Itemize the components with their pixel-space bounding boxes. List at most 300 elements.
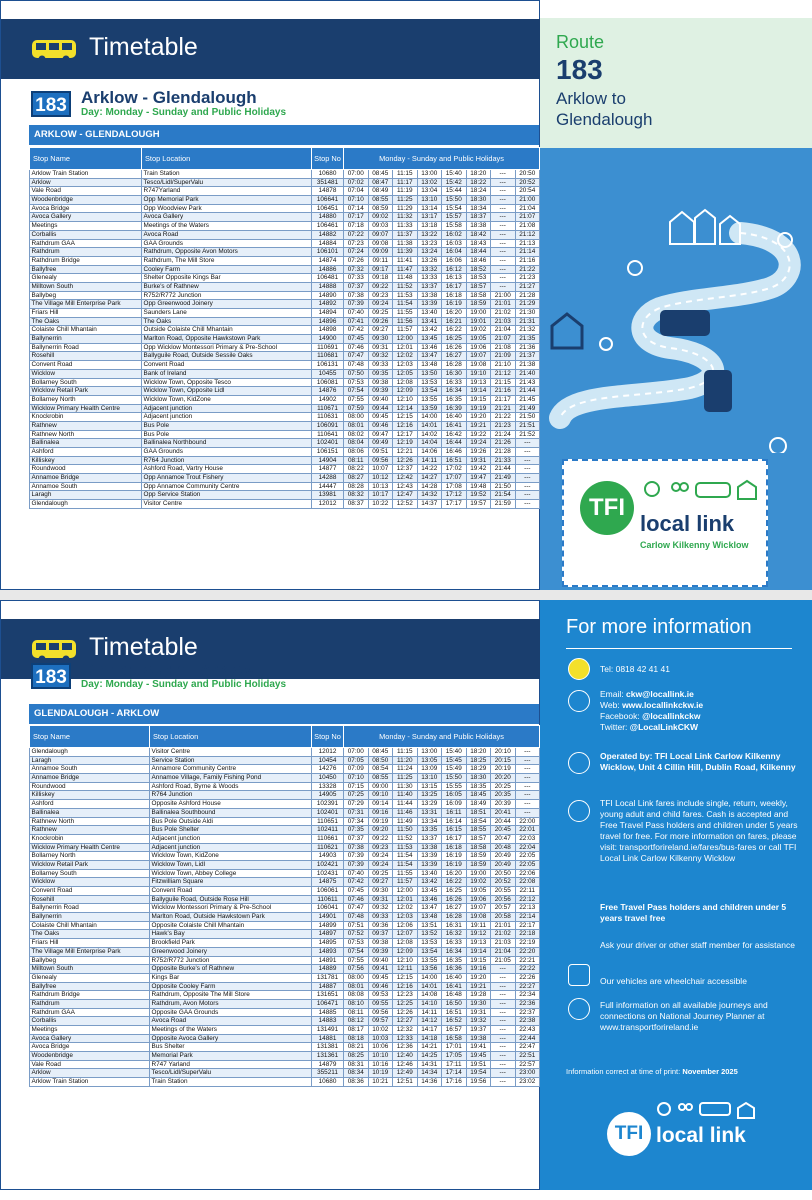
departure-time-cell: 16:35 — [442, 395, 467, 404]
local-link-icons — [642, 479, 762, 503]
stop-location-cell: Ashford Road, Byrne & Woods — [150, 782, 312, 791]
departure-time-cell: 20:44 — [491, 817, 516, 826]
departure-time-cell: 17:07 — [442, 474, 467, 483]
departure-time-cell: 13:52 — [417, 930, 442, 939]
stop-location-cell: Opp Memorial Park — [142, 196, 312, 205]
departure-time-cell: 16:22 — [442, 878, 467, 887]
table-row — [30, 178, 540, 187]
departure-time-cell: 11:57 — [393, 326, 418, 335]
departure-time-cell: 20:55 — [491, 887, 516, 896]
stop-number-cell: 106481 — [312, 274, 344, 283]
departure-time-cell: 21:01 — [491, 300, 516, 309]
departure-time-cell: 16:19 — [442, 300, 467, 309]
departure-time-cell: 09:40 — [368, 395, 393, 404]
journey-planner-text: Full information on all available journeys and connections on National Journey Planner at www.transportforireland.ie — [600, 1000, 768, 1032]
stop-number-cell: 10450 — [312, 774, 344, 783]
route-badge: 183 — [31, 663, 71, 689]
departure-time-cell: 07:10 — [344, 774, 369, 783]
departure-time-cell: 21:07 — [515, 213, 540, 222]
table-row — [30, 361, 540, 370]
departure-time-cell: 16:09 — [442, 800, 467, 809]
stop-location-cell: Visitor Centre — [142, 500, 312, 509]
departure-time-cell: 15:50 — [442, 774, 467, 783]
departure-time-cell: 11:47 — [393, 265, 418, 274]
departure-time-cell: 09:33 — [368, 361, 393, 370]
departure-time-cell: 07:45 — [344, 335, 369, 344]
operated-by: Operated by: TFI Local Link Carlow Kilkenny Wicklow, Unit 4 Cillin Hill, Dublin Road, Kilkenny — [600, 751, 796, 772]
departure-time-cell: 09:26 — [368, 317, 393, 326]
departure-time-cell: --- — [515, 782, 540, 791]
departure-time-cell: 09:53 — [368, 991, 393, 1000]
departure-time-cell: 22:06 — [515, 869, 540, 878]
departure-time-cell: 22:17 — [515, 921, 540, 930]
stop-number-cell: 351481 — [312, 178, 344, 187]
departure-time-cell: 07:56 — [344, 965, 369, 974]
departure-time-cell: 09:24 — [368, 300, 393, 309]
stop-number-cell: 14897 — [312, 930, 344, 939]
stop-location-cell: Opp Annamoe Trout Fishery — [142, 474, 312, 483]
departure-time-cell: 13:41 — [417, 317, 442, 326]
stop-location-cell: Adjacent junction — [142, 404, 312, 413]
stop-number-cell: 102421 — [312, 860, 344, 869]
departure-time-cell: 19:32 — [466, 1017, 491, 1026]
stop-location-cell: Bus Shelter — [150, 1043, 312, 1052]
departure-time-cell: 16:27 — [442, 352, 467, 361]
departure-time-cell: 11:15 — [393, 170, 418, 179]
departure-time-cell: 22:12 — [515, 895, 540, 904]
table-row — [30, 222, 540, 231]
departure-time-cell: 09:25 — [368, 309, 393, 318]
info-panel — [540, 600, 812, 1190]
departure-time-cell: 19:06 — [466, 343, 491, 352]
email-link[interactable]: ckw@locallink.ie — [626, 689, 694, 699]
stop-location-cell: Ballinalea Northbound — [142, 439, 312, 448]
departure-time-cell: 11:40 — [393, 791, 418, 800]
departure-time-cell: 16:40 — [442, 413, 467, 422]
stop-name-cell: Glenealy — [30, 973, 150, 982]
departure-time-cell: 15:42 — [442, 178, 467, 187]
departure-time-cell: 09:39 — [368, 387, 393, 396]
departure-time-cell: 12:05 — [393, 369, 418, 378]
stop-location-cell: Avoca Road — [150, 1017, 312, 1026]
departure-time-cell: 18:20 — [466, 170, 491, 179]
twitter-link[interactable]: @LocalLinkCKW — [629, 722, 699, 732]
table-row — [30, 404, 540, 413]
departure-time-cell: 21:49 — [515, 404, 540, 413]
table-row — [30, 860, 540, 869]
departure-time-cell: 07:37 — [344, 282, 369, 291]
stop-number-cell: 106131 — [312, 361, 344, 370]
departure-time-cell: 18:24 — [466, 187, 491, 196]
departure-time-cell: 19:02 — [466, 326, 491, 335]
table-header-row — [30, 726, 540, 748]
departure-time-cell: 21:26 — [491, 439, 516, 448]
departure-time-cell: 07:32 — [344, 265, 369, 274]
departure-time-cell: 20:54 — [515, 187, 540, 196]
departure-time-cell: 08:32 — [344, 491, 369, 500]
stop-location-cell: Ballinalea Southbound — [150, 808, 312, 817]
departure-time-cell: 18:49 — [466, 800, 491, 809]
departure-time-cell: 21:50 — [515, 413, 540, 422]
stop-location-cell: Convent Road — [142, 361, 312, 370]
departure-time-cell: 07:09 — [344, 765, 369, 774]
departure-time-cell: 09:17 — [368, 265, 393, 274]
departure-time-cell: 16:11 — [442, 808, 467, 817]
departure-time-cell: 09:47 — [368, 430, 393, 439]
stop-location-cell: Outside Colaiste Chill Mhantain — [142, 326, 312, 335]
departure-time-cell: 13:14 — [417, 204, 442, 213]
stop-number-cell: 10680 — [312, 1078, 344, 1087]
departure-time-cell: 12:51 — [393, 1078, 418, 1087]
departure-time-cell: 18:43 — [466, 239, 491, 248]
stop-name-cell: Meetings — [30, 222, 142, 231]
departure-time-cell: 21:51 — [515, 421, 540, 430]
departure-time-cell: 19:38 — [466, 1034, 491, 1043]
stop-name-cell: Colaiste Chill Mhantain — [30, 326, 142, 335]
departure-time-cell: 07:25 — [344, 791, 369, 800]
departure-time-cell: --- — [515, 482, 540, 491]
departure-time-cell: 17:16 — [442, 1078, 467, 1087]
stop-name-cell: The Village Mill Enterprise Park — [30, 300, 142, 309]
stop-number-cell: 14880 — [312, 213, 344, 222]
stop-location-cell: Bus Pole Shelter — [150, 826, 312, 835]
departure-time-cell: 22:08 — [515, 878, 540, 887]
departure-time-cell: 22:37 — [515, 1008, 540, 1017]
stop-number-cell: 106061 — [312, 887, 344, 896]
departure-time-cell: 13:45 — [417, 887, 442, 896]
departure-time-cell: 07:38 — [344, 291, 369, 300]
departure-time-cell: 12:14 — [393, 404, 418, 413]
fares-text: TFI Local Link fares include single, return, weekly, young adult and child fares. Cash is accepted and Free Travel Pass holders and children under 5 years travel for free. For more information on fares, please visit: transportforireland.ie/fares/bus-fares or call TFI Local Link Carlow Kilkenny Wicklow — [600, 798, 798, 863]
departure-time-cell: --- — [491, 204, 516, 213]
departure-time-cell: 19:01 — [466, 317, 491, 326]
route-days: Day: Monday - Sunday and Public Holidays — [81, 679, 287, 690]
stop-location-cell: Wicklow Town, Opposite Tesco — [142, 378, 312, 387]
departure-time-cell: 18:30 — [466, 774, 491, 783]
departure-time-cell: 21:00 — [491, 291, 516, 300]
departure-time-cell: 13:25 — [417, 791, 442, 800]
stop-number-cell: 14895 — [312, 939, 344, 948]
table-row — [30, 274, 540, 283]
departure-time-cell: 14:25 — [417, 1052, 442, 1061]
departure-time-cell: 09:56 — [368, 1008, 393, 1017]
departure-time-cell: 20:57 — [491, 904, 516, 913]
stop-name-cell: Avoca Gallery — [30, 1034, 150, 1043]
departure-time-cell: 17:11 — [442, 1060, 467, 1069]
stop-number-cell: 14881 — [312, 1034, 344, 1043]
departure-time-cell: 21:59 — [491, 500, 516, 509]
stop-location-cell: Opp Annamoe Community Centre — [142, 482, 312, 491]
departure-time-cell: 09:00 — [368, 782, 393, 791]
stop-name-cell: Annamoe South — [30, 765, 150, 774]
table-row — [30, 430, 540, 439]
stop-location-cell: Wicklow Montessori Primary & Pre-School — [150, 904, 312, 913]
departure-time-cell: 09:27 — [368, 326, 393, 335]
stop-location-cell: Meetings of the Waters — [142, 222, 312, 231]
departure-time-cell: 09:10 — [368, 791, 393, 800]
stop-number-cell: 13328 — [312, 782, 344, 791]
stop-location-cell: GAA Grounds — [142, 239, 312, 248]
departure-time-cell: 23:02 — [515, 1078, 540, 1087]
stop-number-cell: 110671 — [312, 404, 344, 413]
stop-name-cell: Glendalough — [30, 748, 150, 757]
stop-number-cell: 14903 — [312, 852, 344, 861]
departure-time-cell: --- — [515, 491, 540, 500]
stop-name-cell: Rathdrum GAA — [30, 1008, 150, 1017]
stop-name-cell: Friars Hill — [30, 939, 150, 948]
table-row — [30, 887, 540, 896]
table-row — [30, 239, 540, 248]
table-row — [30, 834, 540, 843]
departure-time-cell: 09:16 — [368, 808, 393, 817]
departure-time-cell: 07:48 — [344, 913, 369, 922]
departure-time-cell: 13:40 — [417, 869, 442, 878]
header-stop-location: Stop Location — [142, 148, 312, 170]
departure-time-cell: 16:50 — [442, 999, 467, 1008]
departure-time-cell: 07:17 — [344, 213, 369, 222]
departure-time-cell: 21:49 — [491, 474, 516, 483]
stop-name-cell: Glenealy — [30, 274, 142, 283]
departure-time-cell: 20:56 — [491, 895, 516, 904]
departure-time-cell: 20:35 — [491, 791, 516, 800]
table-row — [30, 465, 540, 474]
departure-time-cell: 16:19 — [442, 852, 467, 861]
departure-time-cell: --- — [491, 1069, 516, 1078]
departure-time-cell: 21:40 — [515, 369, 540, 378]
departure-time-cell: 09:55 — [368, 999, 393, 1008]
departure-time-cell: 19:05 — [466, 887, 491, 896]
departure-time-cell: 09:31 — [368, 343, 393, 352]
stop-location-cell: Service Station — [150, 756, 312, 765]
stop-location-cell: R752/R772 Junction — [142, 291, 312, 300]
departure-time-cell: --- — [515, 456, 540, 465]
stop-location-cell: Rathdrum, The Mill Store — [142, 256, 312, 265]
table-row — [30, 1069, 540, 1078]
departure-time-cell: 09:08 — [368, 239, 393, 248]
departure-time-cell: 20:39 — [491, 800, 516, 809]
departure-time-cell: 16:06 — [442, 256, 467, 265]
departure-time-cell: 19:14 — [466, 947, 491, 956]
timetable-page-outbound — [0, 0, 812, 590]
departure-time-cell: 11:32 — [393, 213, 418, 222]
departure-time-cell: 20:45 — [491, 826, 516, 835]
stop-number-cell: 14893 — [312, 947, 344, 956]
departure-time-cell: 07:23 — [344, 239, 369, 248]
table-row — [30, 1008, 540, 1017]
departure-time-cell: 08:00 — [344, 413, 369, 422]
table-row — [30, 826, 540, 835]
departure-time-cell: 13:59 — [417, 404, 442, 413]
departure-time-cell: 19:16 — [466, 965, 491, 974]
departure-time-cell: 20:50 — [515, 170, 540, 179]
stop-location-cell: Tesco/Lidl/SuperValu — [142, 178, 312, 187]
departure-time-cell: --- — [491, 1008, 516, 1017]
departure-time-cell: 18:57 — [466, 834, 491, 843]
departure-time-cell: 08:31 — [344, 1060, 369, 1069]
table-row — [30, 765, 540, 774]
departure-time-cell: 13:29 — [417, 800, 442, 809]
departure-time-cell: 09:09 — [368, 248, 393, 257]
stop-number-cell: 14288 — [312, 474, 344, 483]
stop-name-cell: Bollarney North — [30, 395, 142, 404]
departure-time-cell: 16:02 — [442, 230, 467, 239]
departure-time-cell: 16:25 — [442, 335, 467, 344]
departure-time-cell: 15:40 — [442, 748, 467, 757]
departure-time-cell: 16:32 — [442, 930, 467, 939]
departure-time-cell: 09:24 — [368, 852, 393, 861]
departure-time-cell: 09:07 — [368, 230, 393, 239]
stop-name-cell: Rathnew North — [30, 817, 150, 826]
departure-time-cell: 07:39 — [344, 300, 369, 309]
departure-time-cell: 11:54 — [393, 852, 418, 861]
route-badge: 183 — [31, 91, 71, 117]
departure-time-cell: 09:35 — [368, 369, 393, 378]
departure-time-cell: 11:17 — [393, 178, 418, 187]
departure-time-cell: 14:21 — [417, 1043, 442, 1052]
timetable-header — [1, 19, 541, 79]
departure-time-cell: 09:30 — [368, 887, 393, 896]
departure-time-cell: 11:25 — [393, 774, 418, 783]
departure-time-cell: 14:04 — [417, 439, 442, 448]
stop-location-cell: Saunders Lane — [142, 309, 312, 318]
stop-location-cell: R764 Junction — [142, 456, 312, 465]
departure-time-cell: 21:12 — [515, 230, 540, 239]
stop-location-cell: Train Station — [142, 170, 312, 179]
departure-time-cell: 09:25 — [368, 869, 393, 878]
departure-time-cell: 19:13 — [466, 939, 491, 948]
departure-time-cell: 13:51 — [417, 921, 442, 930]
departure-time-cell: 18:59 — [466, 852, 491, 861]
departure-time-cell: 22:36 — [515, 999, 540, 1008]
stop-name-cell: Ballybeg — [30, 956, 150, 965]
facebook-link[interactable]: @locallinkckw — [642, 711, 701, 721]
departure-time-cell: 07:40 — [344, 309, 369, 318]
departure-time-cell: 16:03 — [442, 239, 467, 248]
info-divider — [566, 648, 792, 649]
departure-time-cell: 16:05 — [442, 791, 467, 800]
departure-time-cell: 08:18 — [344, 1034, 369, 1043]
departure-time-cell: 08:27 — [344, 474, 369, 483]
departure-time-cell: 18:52 — [466, 265, 491, 274]
departure-time-cell: 21:17 — [491, 395, 516, 404]
table-row — [30, 213, 540, 222]
stop-number-cell: 10680 — [312, 170, 344, 179]
departure-time-cell: 21:44 — [515, 387, 540, 396]
stop-number-cell: 14878 — [312, 187, 344, 196]
header-stop-no: Stop No — [312, 148, 344, 170]
departure-time-cell: 08:11 — [344, 1008, 369, 1017]
table-row — [30, 421, 540, 430]
departure-time-cell: 22:03 — [515, 834, 540, 843]
table-row — [30, 973, 540, 982]
departure-time-cell: 08:36 — [344, 1078, 369, 1087]
departure-time-cell: 11:48 — [393, 274, 418, 283]
stop-number-cell: 14886 — [312, 265, 344, 274]
table-row — [30, 256, 540, 265]
departure-time-cell: 09:40 — [368, 956, 393, 965]
departure-time-cell: 15:44 — [442, 187, 467, 196]
stop-name-cell: Killiskey — [30, 456, 142, 465]
departure-time-cell: 09:37 — [368, 930, 393, 939]
stop-number-cell: 12012 — [312, 748, 344, 757]
departure-time-cell: 10:02 — [368, 1026, 393, 1035]
table-row — [30, 921, 540, 930]
stop-number-cell: 14884 — [312, 239, 344, 248]
stop-name-cell: Ballynerrin Road — [30, 343, 142, 352]
departure-time-cell: 16:15 — [442, 826, 467, 835]
departure-time-cell: 21:03 — [491, 939, 516, 948]
table-row — [30, 309, 540, 318]
stop-number-cell: 14900 — [312, 335, 344, 344]
departure-time-cell: 09:39 — [368, 947, 393, 956]
departure-time-cell: 21:16 — [515, 256, 540, 265]
departure-time-cell: 21:24 — [491, 430, 516, 439]
stop-location-cell: Meetings of the Waters — [150, 1026, 312, 1035]
stop-number-cell: 14894 — [312, 309, 344, 318]
departure-time-cell: 19:30 — [466, 999, 491, 1008]
departure-time-cell: 12:46 — [393, 1060, 418, 1069]
departure-time-cell: 13:35 — [417, 826, 442, 835]
departure-time-cell: 16:19 — [442, 860, 467, 869]
stop-location-cell: Adjacent junction — [142, 413, 312, 422]
departure-time-cell: 11:55 — [393, 309, 418, 318]
stop-location-cell: Ballyguile Road, Outside Sessile Oaks — [142, 352, 312, 361]
departure-time-cell: 19:21 — [466, 421, 491, 430]
departure-time-cell: 12:36 — [393, 1043, 418, 1052]
stop-location-cell: Rathdrum, Opposite Avon Motors — [142, 248, 312, 257]
web-link[interactable]: www.locallinkckw.ie — [622, 700, 704, 710]
timetable-table — [29, 725, 540, 1087]
route-label: Route — [556, 32, 605, 52]
stop-location-cell: Wicklow Town, KidZone — [142, 395, 312, 404]
departure-time-cell: 19:10 — [466, 369, 491, 378]
stop-name-cell: Wicklow — [30, 369, 142, 378]
departure-time-cell: --- — [491, 1078, 516, 1087]
stop-number-cell: 106451 — [312, 204, 344, 213]
departure-time-cell: 21:27 — [515, 282, 540, 291]
departure-time-cell: 15:40 — [442, 170, 467, 179]
departure-time-cell: 08:00 — [344, 973, 369, 982]
table-row — [30, 170, 540, 179]
departure-time-cell: 13:56 — [417, 965, 442, 974]
stop-number-cell: 10455 — [312, 369, 344, 378]
departure-time-cell: 19:12 — [466, 930, 491, 939]
departure-time-cell: 07:59 — [344, 404, 369, 413]
departure-time-cell: 21:15 — [491, 378, 516, 387]
stop-location-cell: Annamoe Village, Family Fishing Pond — [150, 774, 312, 783]
departure-time-cell: 12:37 — [393, 465, 418, 474]
stop-name-cell: Vale Road — [30, 1060, 150, 1069]
stop-location-cell: Opposite Ashford House — [150, 800, 312, 809]
stop-location-cell: Cooley Farm — [142, 265, 312, 274]
table-row — [30, 895, 540, 904]
departure-time-cell: 09:02 — [368, 213, 393, 222]
departure-time-cell: 19:13 — [466, 378, 491, 387]
departure-time-cell: 20:49 — [491, 852, 516, 861]
departure-time-cell: 21:01 — [491, 921, 516, 930]
stop-name-cell: Avoca Bridge — [30, 1043, 150, 1052]
stop-location-cell: GAA Grounds — [142, 448, 312, 457]
stop-number-cell: 14896 — [312, 317, 344, 326]
euro-icon — [568, 800, 590, 822]
stop-location-cell: R747Yarland — [142, 187, 312, 196]
departure-time-cell: 22:18 — [515, 930, 540, 939]
departure-time-cell: 19:31 — [466, 456, 491, 465]
tfi-logo: TFI — [607, 1112, 651, 1156]
table-row — [30, 413, 540, 422]
departure-time-cell: 08:17 — [344, 1026, 369, 1035]
stop-number-cell: 14904 — [312, 456, 344, 465]
